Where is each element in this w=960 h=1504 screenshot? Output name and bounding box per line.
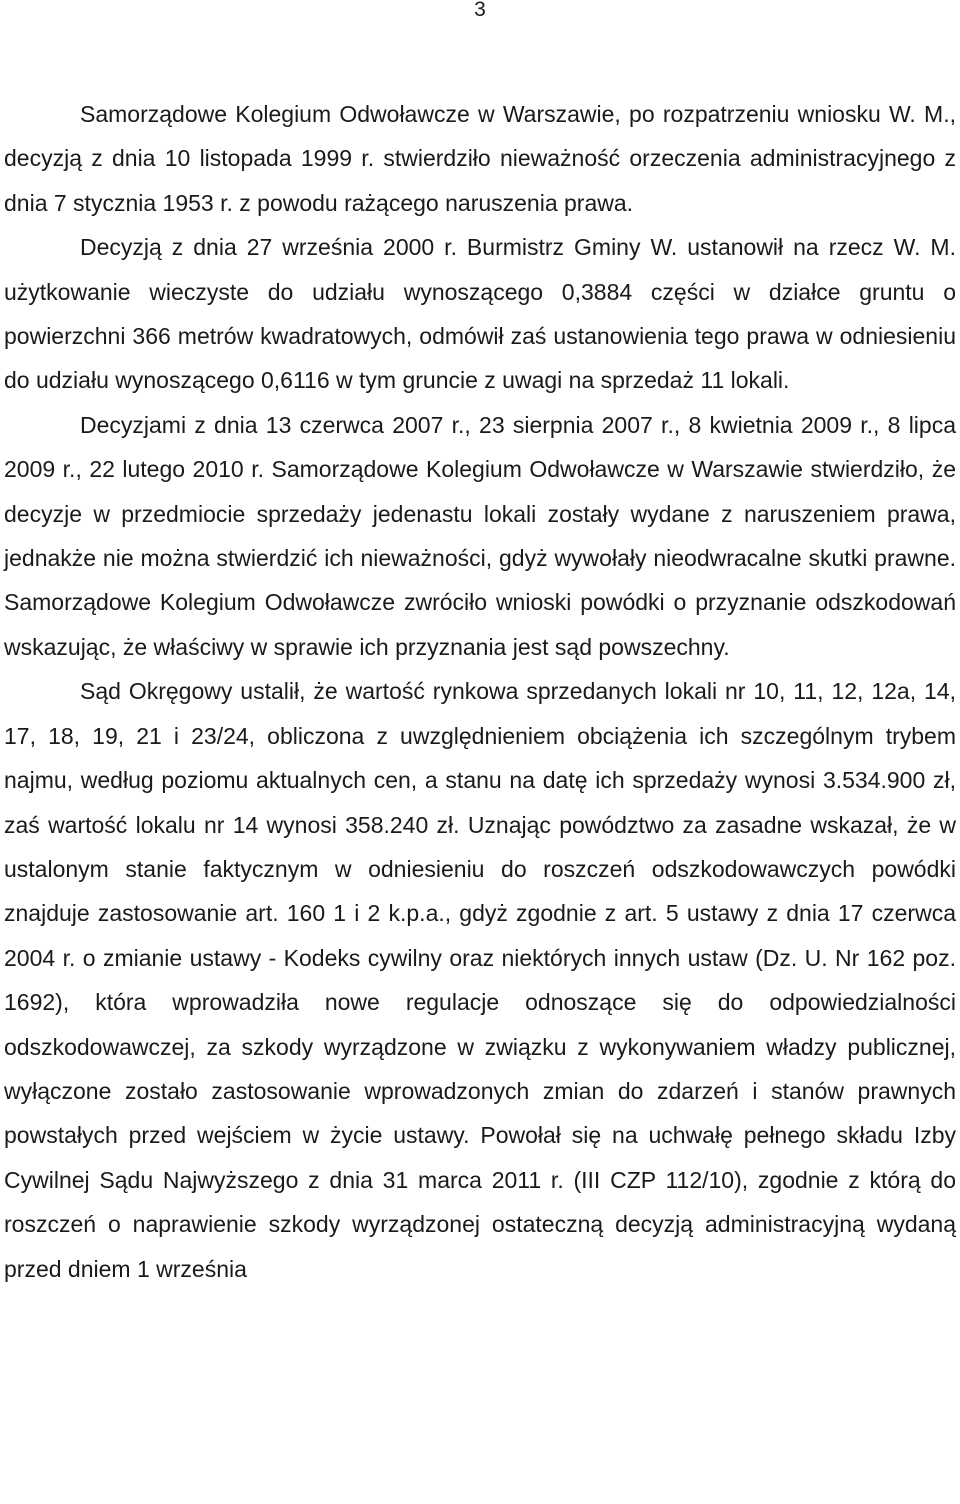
page-number: 3: [474, 0, 486, 21]
paragraph-4: Sąd Okręgowy ustalił, że wartość rynkowa sprzedanych lokali nr 10, 11, 12, 12a, 14, 17, 18, 19, 21 i 23/24, obliczona z uwzględnieniem obciążenia ich szczególnym trybem najmu, według poziomu aktualnych cen, a stanu na datę ich sprzedaży wynosi 3.534.900 zł, zaś wartość lokalu nr 14 wynosi 358.240 zł. Uznając powództwo za zasadne wskazał, że w ustalonym stanie faktycznym w odniesieniu do roszczeń odszkodowawczych powódki znajduje zastosowanie art. 160 1 i 2 k.p.a., gdyż zgodnie z art. 5 ustawy z dnia 17 czerwca 2004 r. o zmianie ustawy - Kodeks cywilny oraz niektórych innych ustaw (Dz. U. Nr 162 poz. 1692), która wprowadziła nowe regulacje odnoszące się do odpowiedzialności odszkodowawczej, za szkody wyrządzone w związku z wykonywaniem władzy publicznej, wyłączone zostało zastosowanie wprowadzonych zmian do zdarzeń i stanów prawnych powstałych przed wejściem w życie ustawy. Powołał się na uchwałę pełnego składu Izby Cywilnej Sądu Najwyższego z dnia 31 marca 2011 r. (III CZP 112/10), zgodnie z którą do roszczeń o naprawienie szkody wyrządzonej ostateczną decyzją administracyjną wydaną przed dniem 1 września: [4, 678, 956, 1282]
paragraph-1: Samorządowe Kolegium Odwoławcze w Warszawie, po rozpatrzeniu wniosku W. M., decyzją z dnia 10 listopada 1999 r. stwierdziło nieważność orzeczenia administracyjnego z dnia 7 stycznia 1953 r. z powodu rażącego naruszenia prawa.: [4, 101, 956, 216]
paragraph-3: Decyzjami z dnia 13 czerwca 2007 r., 23 sierpnia 2007 r., 8 kwietnia 2009 r., 8 lipca 2009 r., 22 lutego 2010 r. Samorządowe Kolegium Odwoławcze w Warszawie stwierdziło, że decyzje w przedmiocie sprzedaży jedenastu lokali zostały wydane z naruszeniem prawa, jednakże nie można stwierdzić ich nieważności, gdyż wywołały nieodwracalne skutki prawne. Samorządowe Kolegium Odwoławcze zwróciło wnioski powódki o przyznanie odszkodowań wskazując, że właściwy w sprawie ich przyznania jest sąd powszechny.: [4, 411, 956, 660]
paragraph-2: Decyzją z dnia 27 września 2000 r. Burmistrz Gminy W. ustanowił na rzecz W. M. użytkowanie wieczyste do udziału wynoszącego 0,3884 części w działce gruntu o powierzchni 366 metrów kwadratowych, odmówił zaś ustanowienia tego prawa w odniesieniu do udziału wynoszącego 0,6116 w tym gruncie z uwagi na sprzedaż 11 lokali.: [4, 234, 956, 394]
document-body: [4, 92, 956, 1291]
